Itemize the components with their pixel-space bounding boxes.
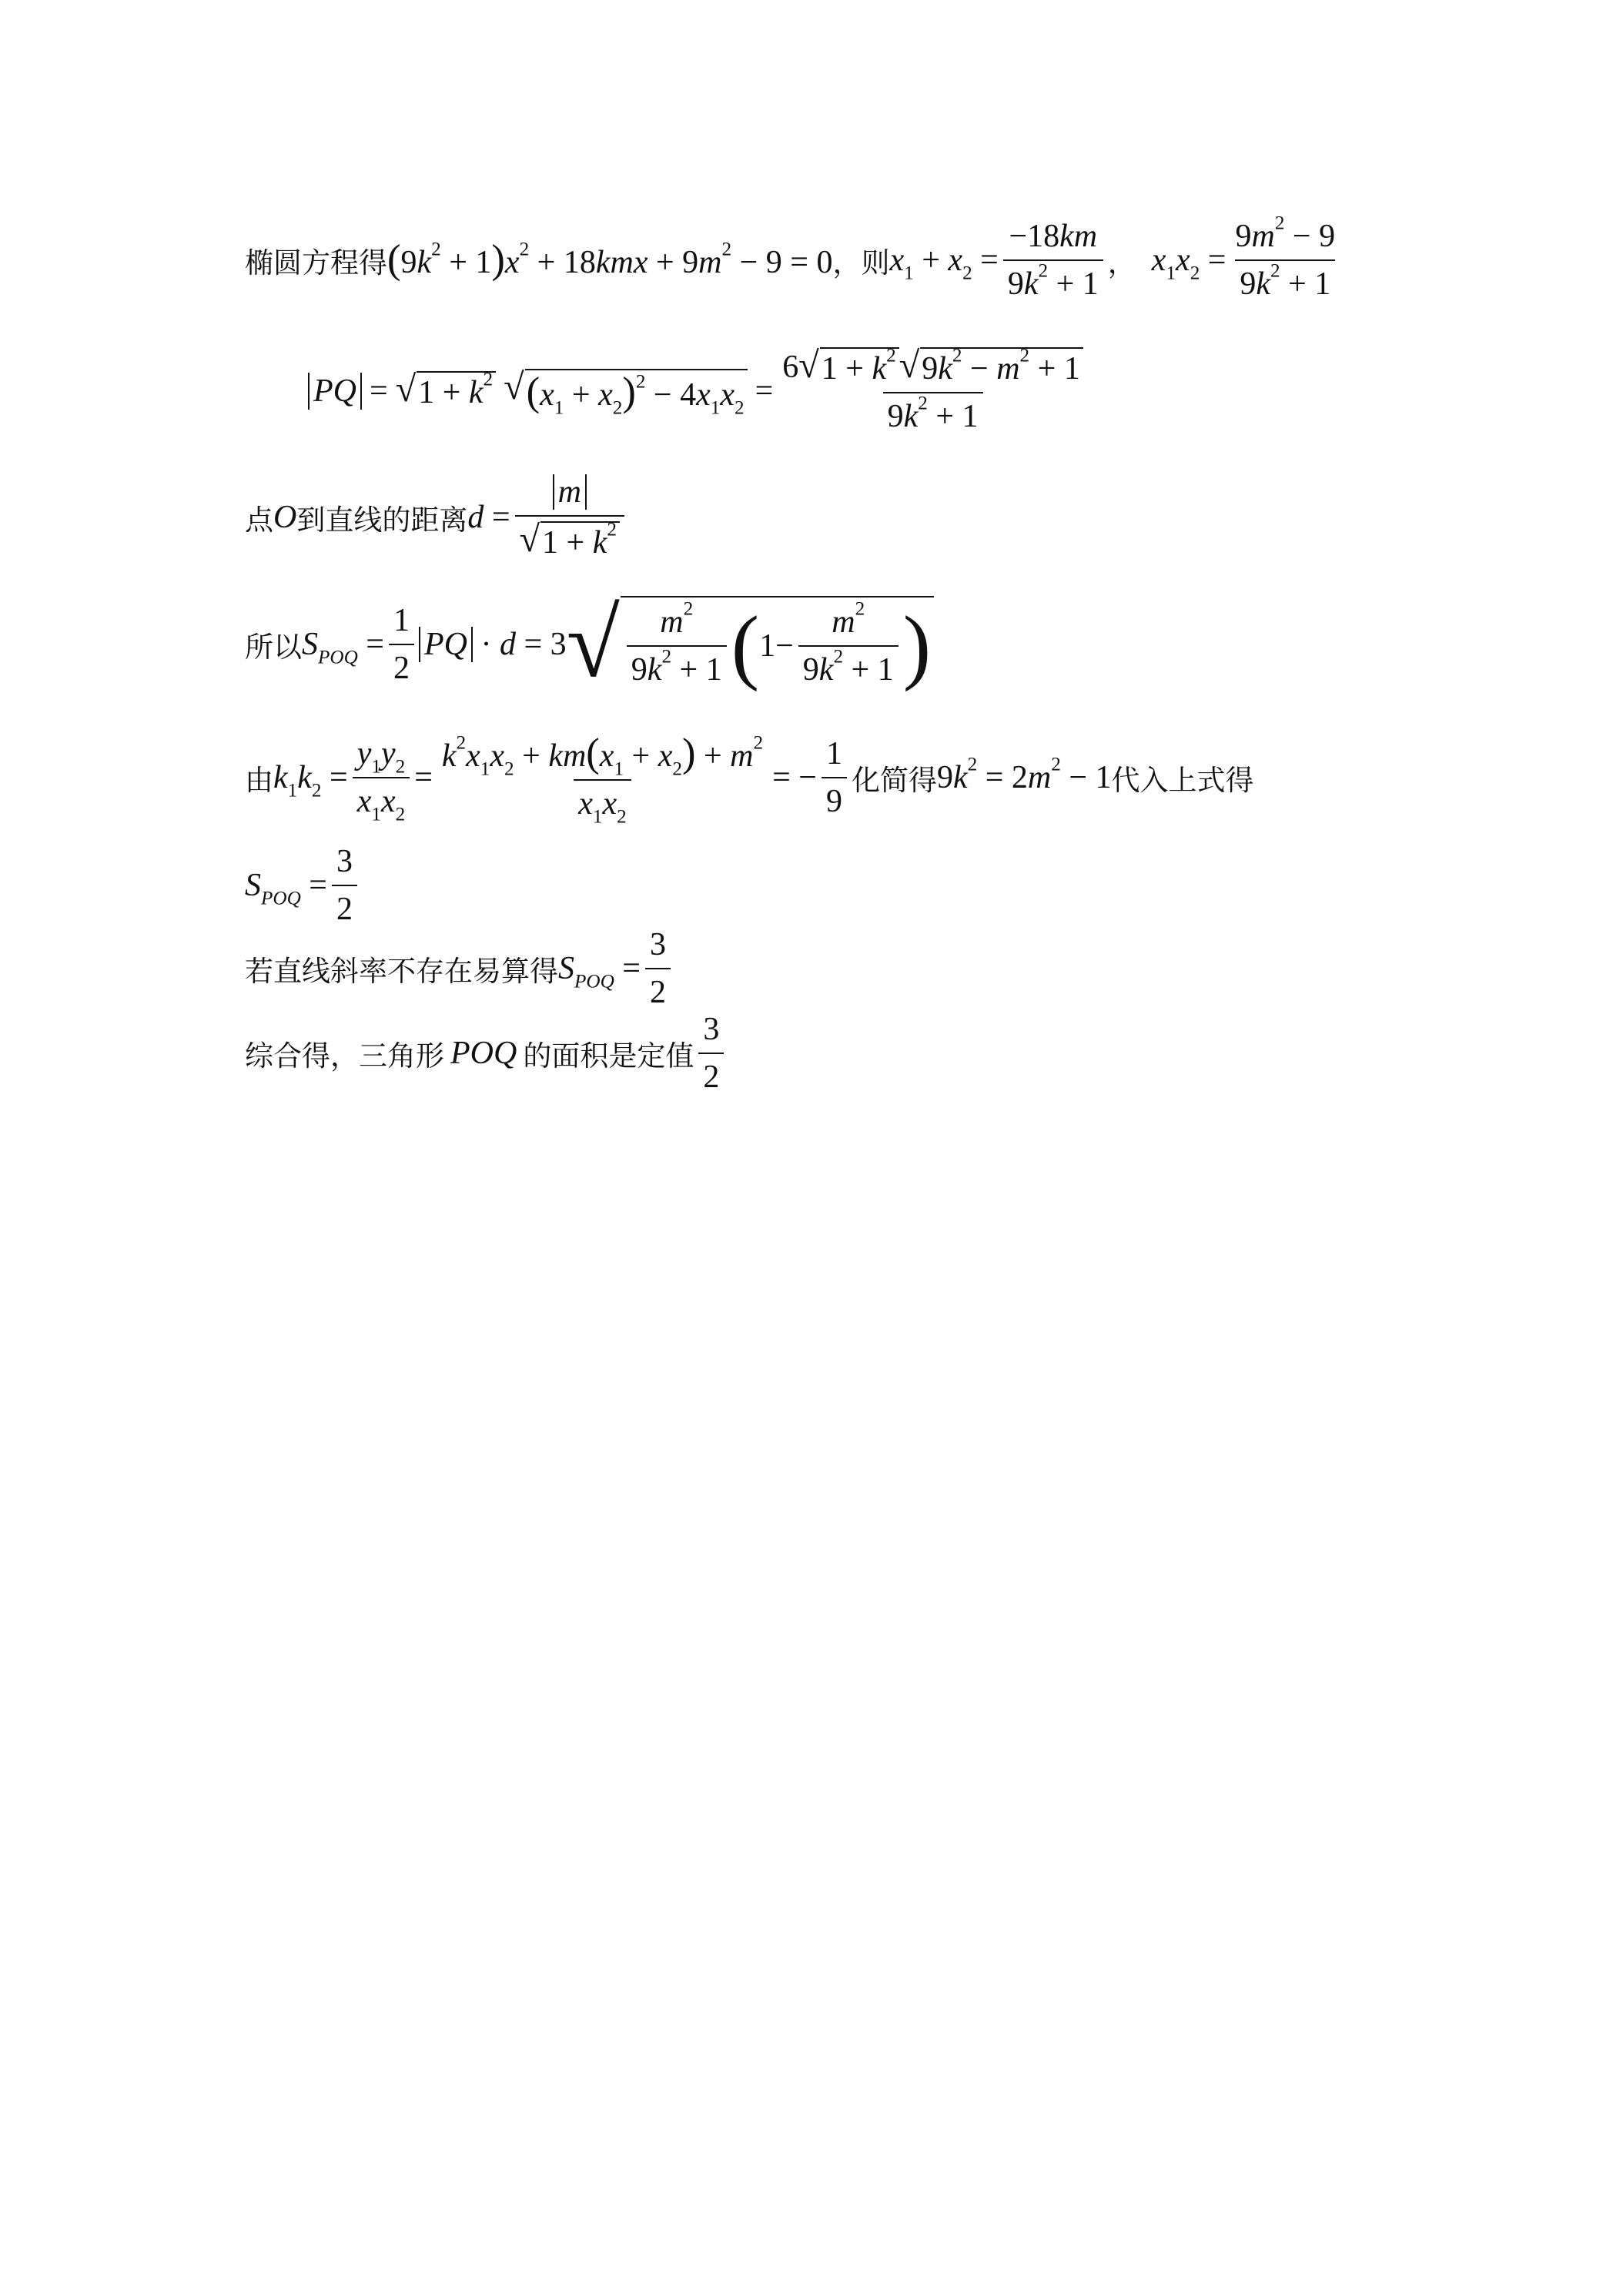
triangle-poq: POQ bbox=[450, 1036, 517, 1071]
sqrt-one-plus-k2: √ $1 + k^2$ bbox=[396, 371, 496, 411]
fraction-three-halves-2: $\frac{3}{2}$ bbox=[645, 926, 671, 1011]
line-distance: 点 O 到直线的距离 d = m √ $1 + k^2$ bbox=[245, 471, 629, 564]
line-area: 所以 $S_{POQ}$ = $\frac{1}{2}$ PQ · d = 3 √ $\frac{m^2}{9k^2 + 1}$ ( 1 − $\frac{m^2}{9k^2 + 1}$ ) bbox=[245, 594, 934, 694]
text-from: 由 bbox=[245, 764, 273, 797]
fraction-expanded: $\frac{k^2x_1x_2 + km(x_1 + x_2) + m^2}{x_1x_2}$ bbox=[441, 731, 764, 828]
line-ellipse-equation bbox=[245, 214, 1344, 306]
text-so: 所以 bbox=[245, 631, 302, 664]
text-vertical-case: 若直线斜率不存在易算得 bbox=[245, 955, 558, 988]
text-area-constant: 的面积是定值 bbox=[523, 1039, 694, 1073]
fraction-y1y2-over-x1x2: $\frac{y_1y_2}{x_1x_2}$ bbox=[353, 735, 410, 820]
sqrt-discriminant: √ $(x_1 + x_2)^2 - 4x_1x_2$ bbox=[504, 369, 747, 413]
fraction-one-ninth: $\frac{1}{9}$ bbox=[822, 735, 847, 820]
formula-product-roots: $x_1x_2$ = bbox=[1151, 243, 1226, 284]
line-slope-product: 由 $k_1k_2$ = $\frac{y_1y_2}{x_1x_2}$ = $\frac{k^2x_1x_2 + km(x_1 + x_2) + m^2}{x_1x_2}$ = − $\frac{1}{9}$ 化简得 $9k^2 = 2m^2 - 1$ 代入上式得 bbox=[245, 731, 1254, 828]
text-substitute: 代入上式得 bbox=[1111, 764, 1254, 797]
text-simplify: 化简得 bbox=[851, 764, 937, 797]
fraction-product-roots: $\frac{9m^2 - 9}{9k^2 + 1}$ bbox=[1235, 213, 1336, 302]
formula-abs-pq: PQ bbox=[308, 373, 362, 410]
fraction-distance: m √ $1 + k^2$ bbox=[515, 474, 624, 561]
text-point: 点 bbox=[245, 504, 273, 537]
text-then: ，则 bbox=[832, 246, 890, 279]
fraction-half: $\frac{1}{2}$ bbox=[389, 602, 414, 687]
text-conclusion: 综合得，三角形 bbox=[245, 1039, 444, 1073]
formula-quadratic: $(9k^2 + 1)x^2 + 18kmx + 9m^2 - 9 = 0$ bbox=[387, 237, 833, 282]
line-chord-length: PQ = √ $1 + k^2$ √ $(x_1 + x_2)^2 - 4x_1x_2$ = 6 √ $1 + k^2$ √ $9k^2 - m^2 + 1$ $9k^2 + 1$ bbox=[308, 345, 1093, 437]
point-o: O bbox=[273, 500, 297, 535]
text-ellipse-equation: 椭圆方程得 bbox=[245, 246, 387, 279]
fraction-three-halves: $\frac{3}{2}$ bbox=[332, 843, 357, 928]
fraction-three-halves-3: $\frac{3}{2}$ bbox=[698, 1011, 724, 1096]
text-comma: ， bbox=[1107, 246, 1136, 279]
line-vertical-case: 若直线斜率不存在易算得 $S_{POQ}$ = $\frac{3}{2}$ bbox=[245, 930, 675, 1007]
formula-sum-roots: $x_1 + x_2$ = bbox=[889, 243, 999, 284]
fraction-chord-length: 6 √ $1 + k^2$ √ $9k^2 - m^2 + 1$ $9k^2 + 1$ bbox=[778, 347, 1088, 435]
line-area-result: $S_{POQ}$ = $\frac{3}{2}$ bbox=[245, 847, 362, 924]
sqrt-area-expression: √ $\frac{m^2}{9k^2 + 1}$ ( 1 − $\frac{m^2}{9k^2 + 1}$ ) bbox=[567, 596, 934, 693]
text-distance-to-line: 到直线的距离 bbox=[296, 504, 468, 537]
fraction-sum-roots: $\frac{-18km}{9k^2 + 1}$ bbox=[1003, 218, 1103, 303]
line-conclusion bbox=[245, 1012, 728, 1095]
